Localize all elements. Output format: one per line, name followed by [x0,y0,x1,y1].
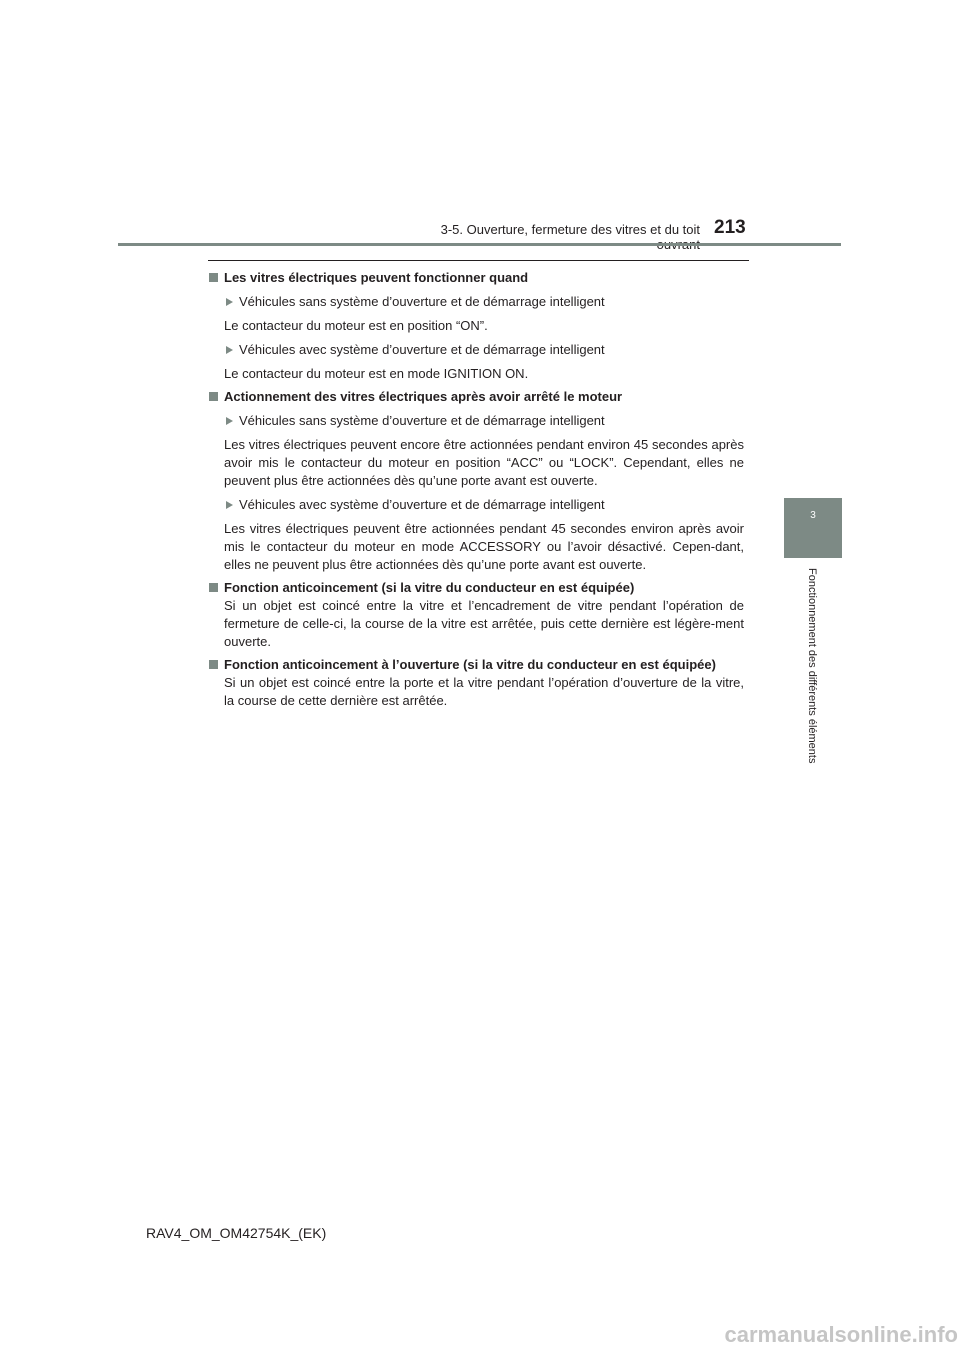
paragraph: Le contacteur du moteur est en mode IGNITION ON. [224,366,529,381]
manual-code: RAV4_OM_OM42754K_(EK) [146,1225,327,1241]
chapter-tab[interactable] [784,498,842,558]
triangle-bullet-icon [226,417,233,425]
paragraph: Si un objet est coincé entre la vitre et l’encadrement de vitre pendant l’opération de fermeture de celle-ci, la course de la vitre est arrêtée, puis cette dernière est légère-ment ouverte. [224,598,744,649]
section-heading: Les vitres électriques peuvent fonctionner quand [209,269,744,287]
square-bullet-icon [209,273,218,282]
vehicle-condition: Véhicules avec système d’ouverture et de démarrage intelligent [209,341,744,359]
vehicle-condition: Véhicules avec système d’ouverture et de démarrage intelligent [209,496,744,514]
section-title: 3-5. Ouverture, fermeture des vitres et du toit [440,222,700,237]
section-heading: Fonction anticoincement à l’ouverture (si la vitre du conducteur en est équipée) [209,656,744,674]
section-heading: Actionnement des vitres électriques après avoir arrêté le moteur [209,388,744,406]
square-bullet-icon [209,583,218,592]
chapter-title-vertical [804,568,820,800]
square-bullet-icon [209,392,218,401]
section-heading: Fonction anticoincement (si la vitre du conducteur en est équipée) [209,579,744,597]
triangle-bullet-icon [226,298,233,306]
paragraph: Le contacteur du moteur est en position “ON”. [224,318,488,333]
chapter-number: 3 [810,510,816,521]
chapter-title: Fonctionnement des différents éléments [806,568,818,764]
triangle-bullet-icon [226,501,233,509]
vehicle-condition: Véhicules sans système d’ouverture et de démarrage intelligent [209,412,744,430]
paragraph: Les vitres électriques peuvent être actionnées pendant 45 secondes environ après avoir mis le contacteur du moteur en mode ACCESSORY ou l’avoir désactivé. Cepen-dant, elles ne peuvent plus être actionnées dès qu’une porte avant est ouverte. [224,521,744,572]
paragraph: Les vitres électriques peuvent encore être actionnées pendant environ 45 secondes après avoir mis le contacteur du moteur en position “ACC” ou “LOCK”. Cependant, elles ne peuvent plus être actionnées dès qu’une porte avant est ouverte. [224,437,744,488]
page-content [209,269,744,710]
triangle-bullet-icon [226,346,233,354]
watermark-logo: carmanualsonline.info [724,1322,958,1347]
content-rule [208,260,749,261]
page-number: 213 [714,217,746,238]
square-bullet-icon [209,660,218,669]
vehicle-condition: Véhicules sans système d’ouverture et de démarrage intelligent [209,293,744,311]
paragraph: Si un objet est coincé entre la porte et la vitre pendant l’opération d’ouverture de la vitre, la course de cette dernière est arrêtée. [224,675,744,708]
header-rule [118,243,841,246]
